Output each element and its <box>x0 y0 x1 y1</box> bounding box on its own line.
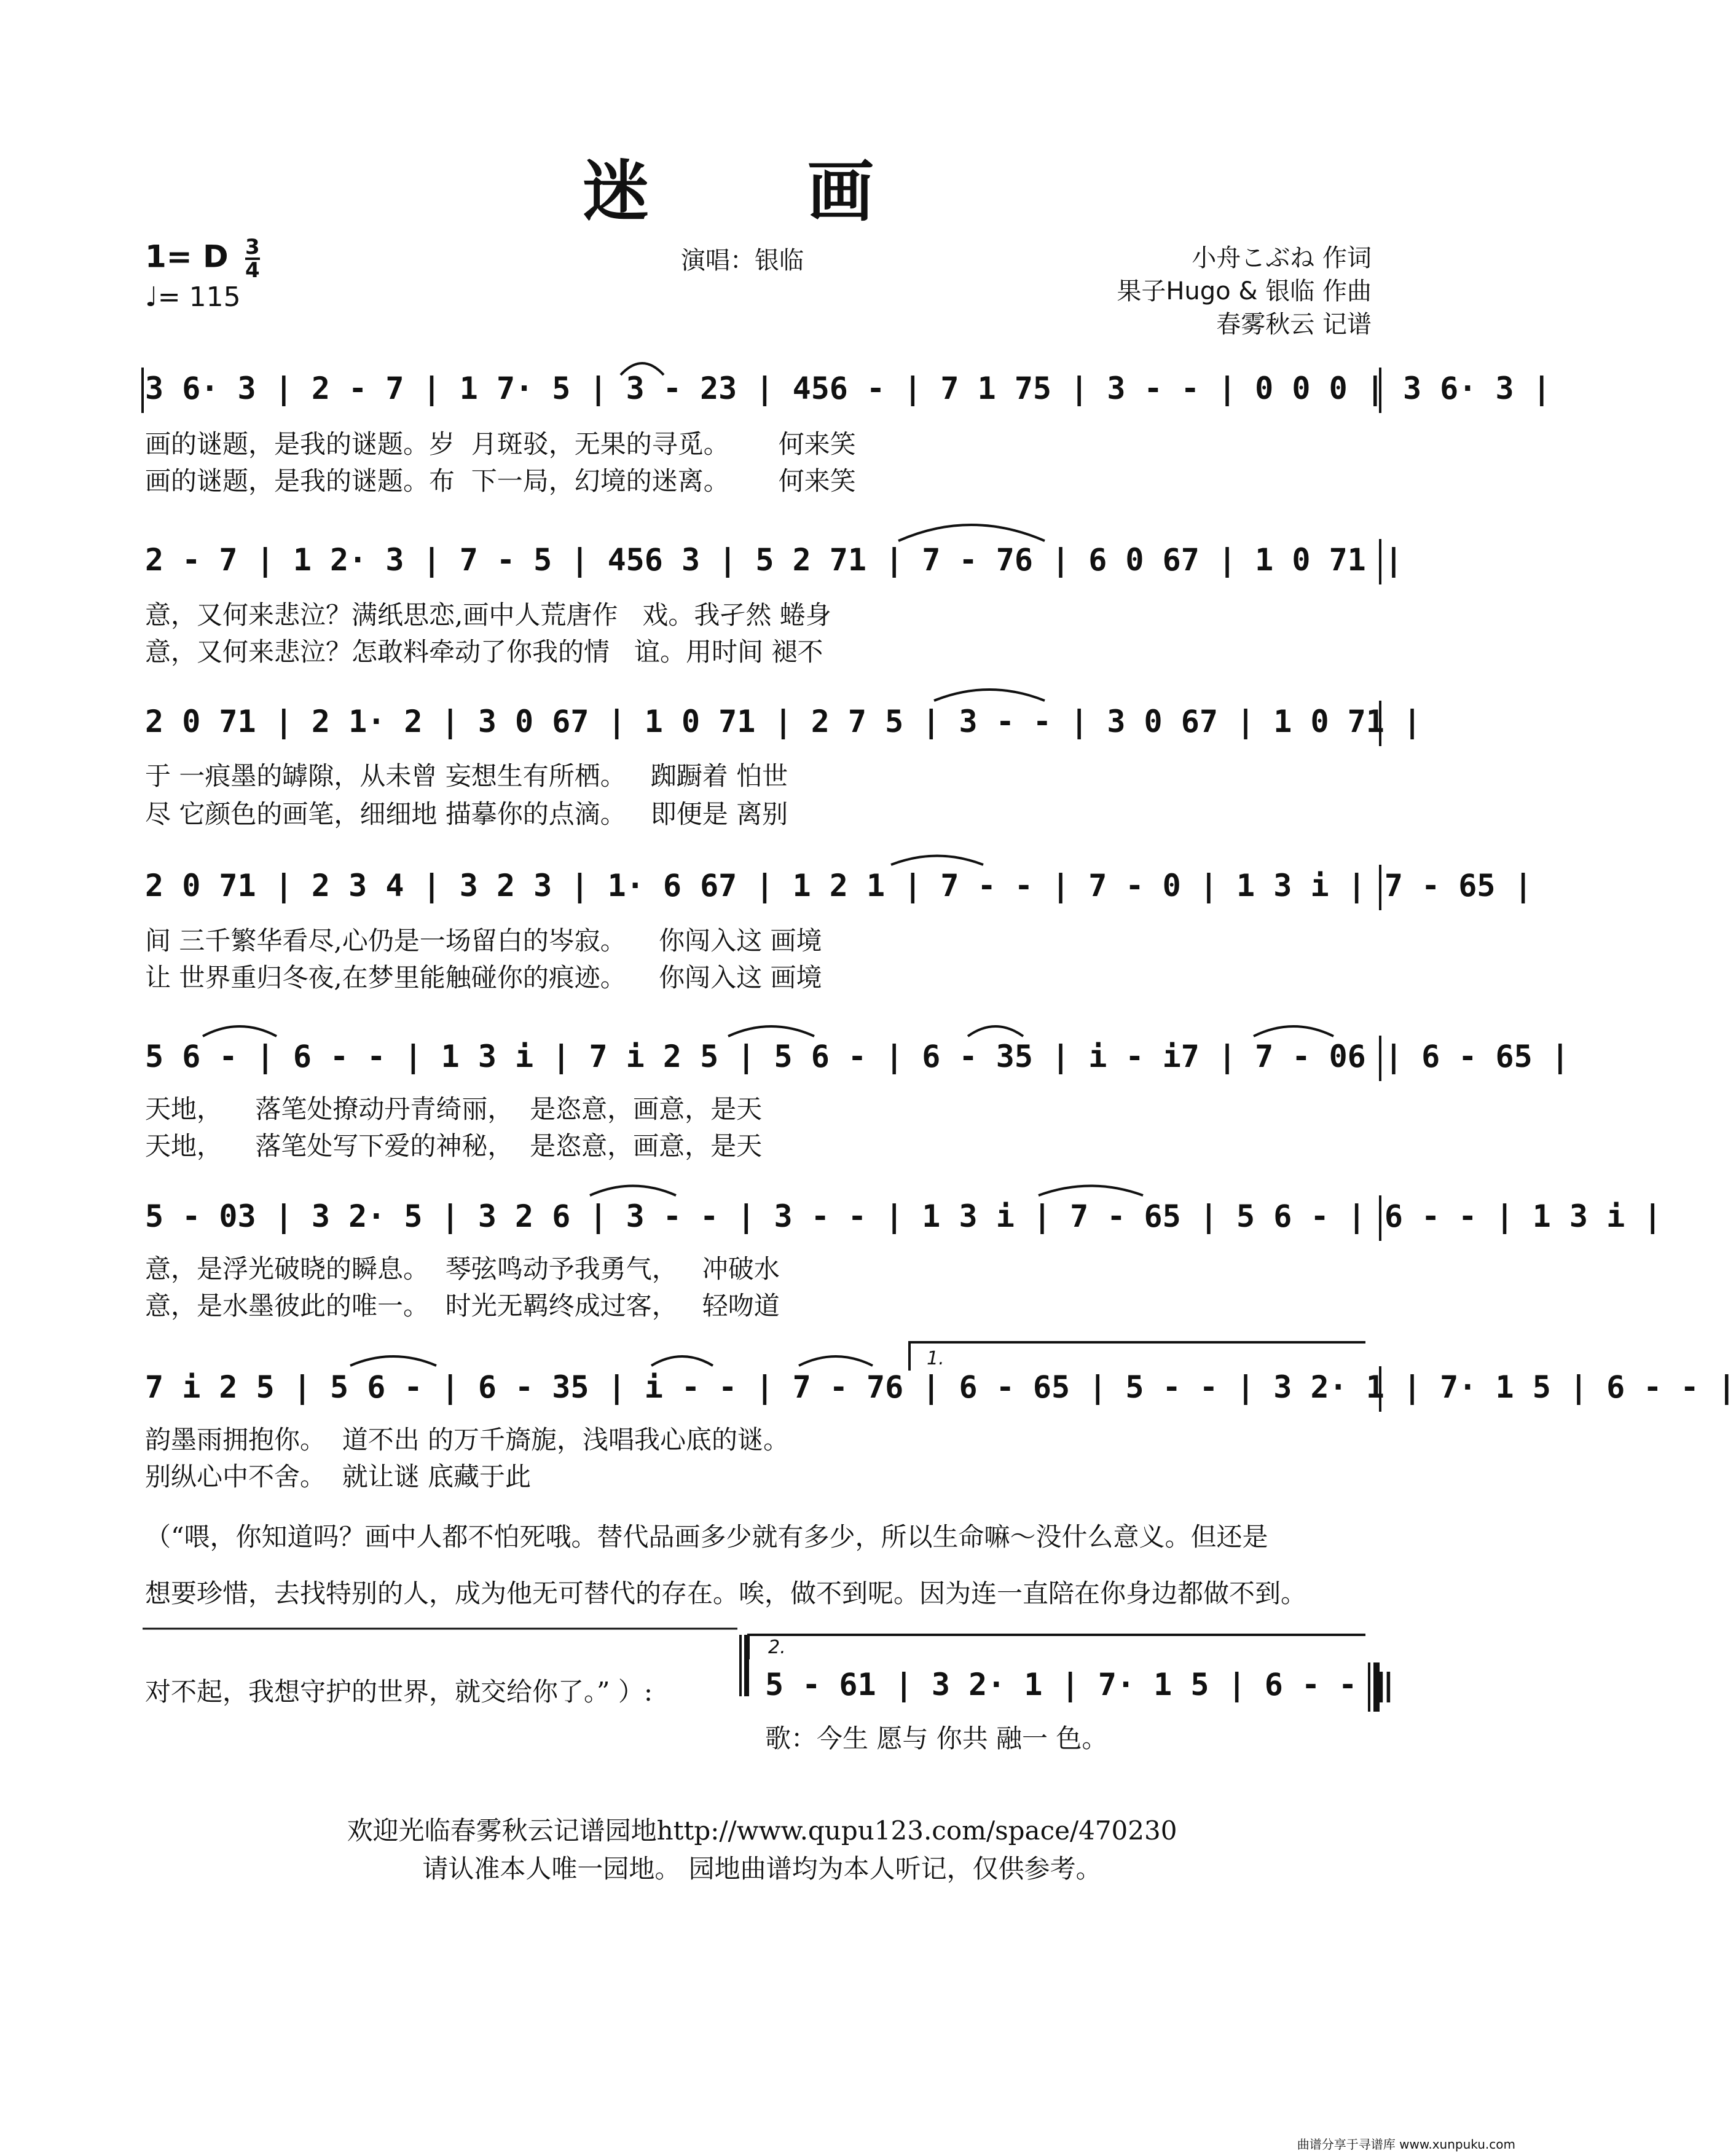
footer-line-1: 欢迎光临春雾秋云记谱园地http://www.qupu123.com/space/470230 <box>347 1816 1177 1846</box>
first-ending-label: 1. <box>927 1348 945 1369</box>
lyrics-line-3-verse-2: 尽 它颜色的画笔，细细地 描摹你的点滴。 即便是 离别 <box>145 799 788 829</box>
lyrics-line-4-verse-2: 让 世界重归冬夜,在梦里能触碰你的痕迹。 你闯入这 画境 <box>145 962 822 993</box>
slur-1 <box>621 363 664 375</box>
slur-11 <box>350 1356 436 1366</box>
slur-10 <box>1039 1186 1143 1196</box>
time-numerator: 3 <box>245 235 260 259</box>
notation-line-5: 5 6 - | 6 - - | 1 3 i | 7 i 2 5 | 5 6 - | 6 - 35 | i - i7 | 7 - 06 | 6 - 65 | <box>145 1039 1569 1074</box>
lyrics-line-2-verse-1: 意，又何来悲泣？满纸思恋,画中人荒唐作 戏。我孑然 蜷身 <box>145 600 831 630</box>
transcriber-credit: 春雾秋云 记谱 <box>1216 310 1372 339</box>
footer-line-2: 请认准本人唯一园地。 园地曲谱均为本人听记，仅供参考。 <box>422 1854 1102 1884</box>
slur-5 <box>203 1026 277 1036</box>
slur-8 <box>1254 1026 1333 1036</box>
slur-13 <box>799 1356 873 1366</box>
slur-4 <box>891 856 983 865</box>
second-ending-bracket <box>748 1635 1365 1659</box>
notation-line-1: 3 6· 3 | 2 - 7 | 1 7· 5 | 3 - 23 | 456 - | 7 1 75 | 3 - - | 0 0 0 | 3 6· 3 | <box>145 371 1551 406</box>
slur-9 <box>590 1186 676 1196</box>
lyrics-line-1-verse-1: 画的谜题，是我的谜题。岁 月斑驳，无果的寻觅。 何来笑 <box>145 429 856 459</box>
page-title: 迷 画 <box>583 153 941 230</box>
singer-credit: 演唱：银临 <box>681 246 804 275</box>
slur-6 <box>728 1026 814 1036</box>
lyrics-line-1-verse-2: 画的谜题，是我的谜题。布 下一局，幻境的迷离。 何来笑 <box>145 466 856 496</box>
lyrics-line-6-verse-1: 意，是浮光破晓的瞬息。 琴弦鸣动予我勇气， 冲破水 <box>145 1254 780 1284</box>
lyricist-credit: 小舟こぶね 作词 <box>1192 244 1372 272</box>
recitation-line-3: 对不起，我想守护的世界，就交给你了。” ）: <box>145 1677 653 1707</box>
time-denominator: 4 <box>245 258 260 283</box>
quarter-note-icon: ♩ <box>145 281 158 313</box>
slur-7 <box>968 1026 1023 1036</box>
second-ending-notation: 5 - 61 | 3 2· 1 | 7· 1 5 | 6 - - ‖ <box>765 1667 1394 1702</box>
lyrics-line-2-verse-2: 意，又何来悲泣？怎敢料牵动了你我的情 谊。用时间 褪不 <box>145 637 823 667</box>
lyrics-line-4-verse-1: 间 三千繁华看尽,心仍是一场留白的岑寂。 你闯入这 画境 <box>145 926 822 956</box>
second-ending-label: 2. <box>768 1637 786 1658</box>
recitation-line-1: （“喂，你知道吗？画中人都不怕死哦。替代品画多少就有多少，所以生命嘛～没什么意义。但还是 <box>145 1522 1268 1552</box>
notation-line-3: 2 0 71 | 2 1· 2 | 3 0 67 | 1 0 71 | 2 7 5 | 3 - - | 3 0 67 | 1 0 71 | <box>145 704 1422 739</box>
first-ending-bracket <box>909 1342 1365 1371</box>
lyrics-line-7-verse-1: 韵墨雨拥抱你。 道不出 的万千旖旎，浅唱我心底的谜。 <box>145 1425 790 1455</box>
key-label: 1= D <box>145 238 229 275</box>
slur-12 <box>651 1356 713 1366</box>
notation-line-7: 7 i 2 5 | 5 6 - | 6 - 35 | i - - | 7 - 76 | 6 - 65 | 5 - - | 3 2· 1 | 7· 1 5 | 6 - - | <box>145 1369 1736 1405</box>
lyrics-line-3-verse-1: 于 一痕墨的罅隙，从未曾 妄想生有所栖。 踟蹰着 怕世 <box>145 761 788 791</box>
notation-line-2: 2 - 7 | 1 2· 3 | 7 - 5 | 456 3 | 5 2 71 | 7 - 76 | 6 0 67 | 1 0 71 | <box>145 542 1403 578</box>
lyrics-line-5-verse-2: 天地， 落笔处写下爱的神秘， 是恣意，画意，是天 <box>145 1131 763 1161</box>
slur-3 <box>934 690 1045 701</box>
second-ending-lyrics: 歌：今生 愿与 你共 融一 色。 <box>765 1723 1108 1753</box>
lyrics-line-5-verse-1: 天地， 落笔处撩动丹青绮丽， 是恣意，画意，是天 <box>145 1094 763 1124</box>
tempo-value: = 115 <box>157 281 241 313</box>
composer-credit: 果子Hugo & 银临 作曲 <box>1117 277 1372 305</box>
lyrics-line-6-verse-2: 意，是水墨彼此的唯一。 时光无羁终成过客， 轻吻道 <box>145 1291 780 1321</box>
notation-line-6: 5 - 03 | 3 2· 5 | 3 2 6 | 3 - - | 3 - - | 1 3 i | 7 - 65 | 5 6 - | 6 - - | 1 3 i | <box>145 1198 1662 1234</box>
notation-line-4: 2 0 71 | 2 3 4 | 3 2 3 | 1· 6 67 | 1 2 1 | 7 - - | 7 - 0 | 1 3 i | 7 - 65 | <box>145 868 1533 903</box>
recitation-line-2: 想要珍惜，去找特别的人，成为他无可替代的存在。唉，做不到呢。因为连一直陪在你身边都做不到。 <box>145 1578 1307 1608</box>
watermark: 曲谱分享于寻谱库 www.xunpuku.com <box>1297 2137 1515 2152</box>
lyrics-line-7-verse-2: 别纵心中不舍。 就让谜 底藏于此 <box>145 1462 532 1492</box>
slur-2 <box>898 525 1045 541</box>
